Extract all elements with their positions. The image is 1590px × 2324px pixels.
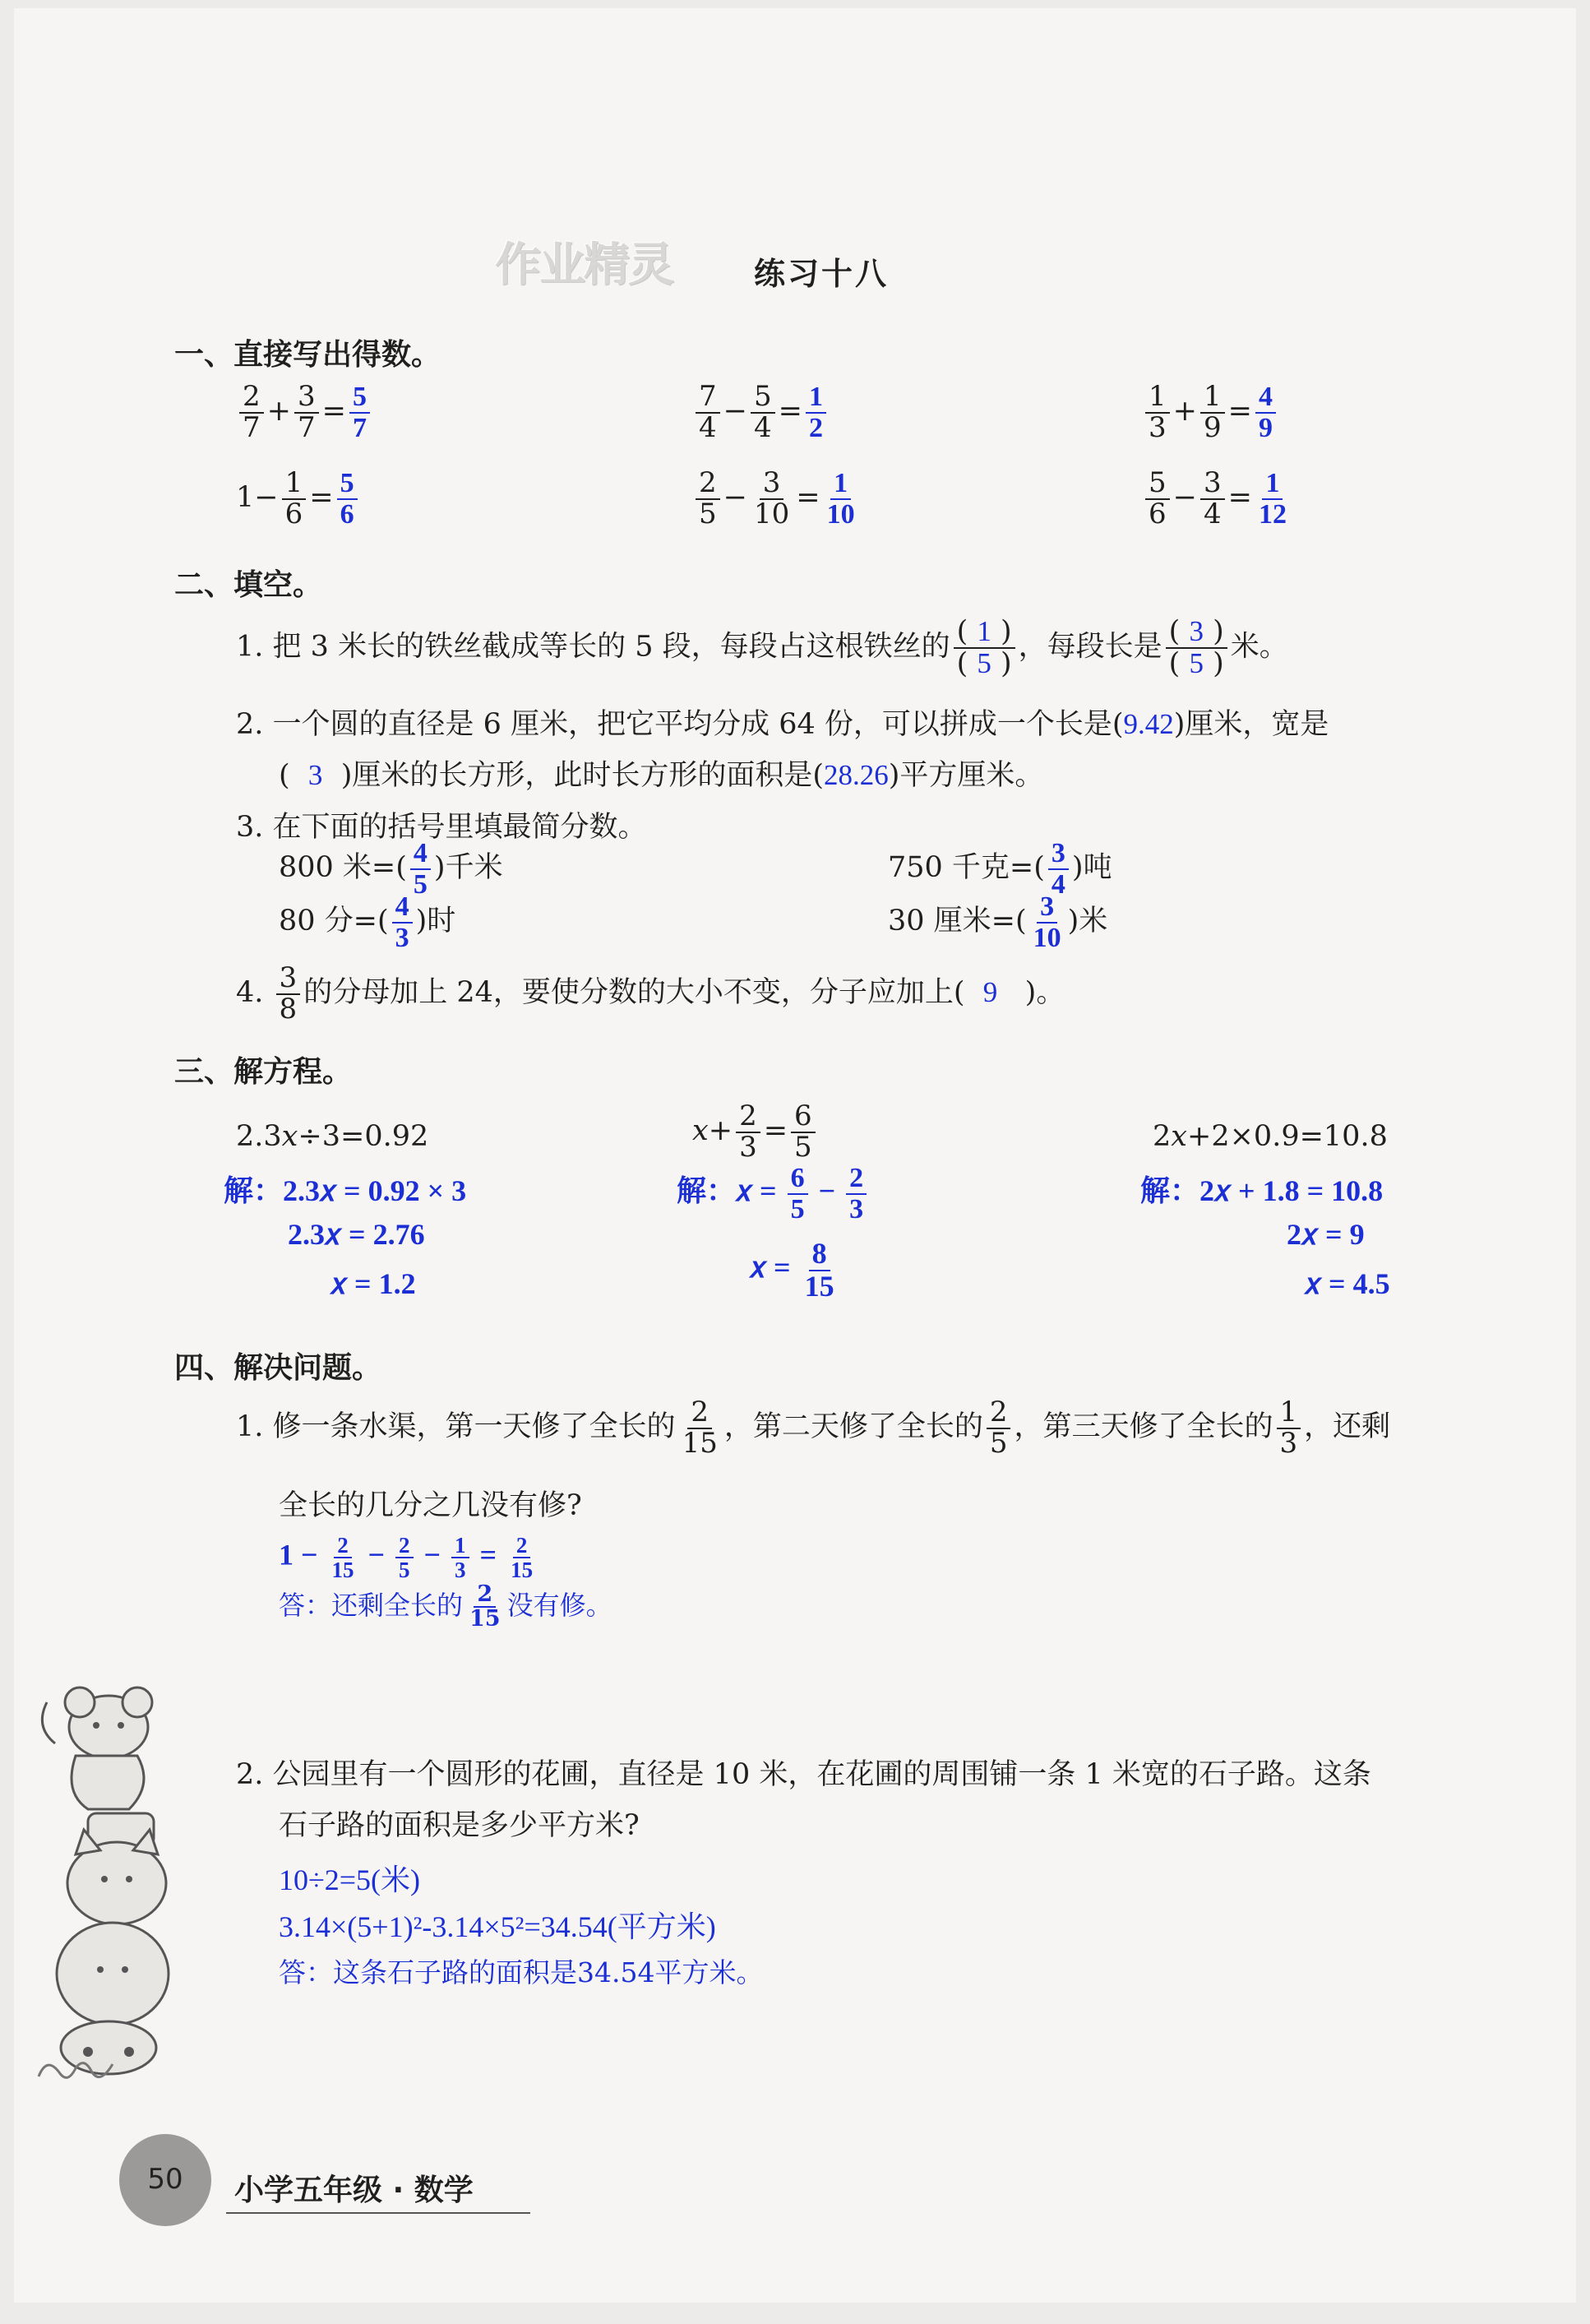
fill-q3-c: 80 分=( $\frac{4}{3}$ )时 (279, 891, 456, 953)
problem2-work1: 10÷2=5(米) (279, 1863, 421, 1896)
problem1-line2: 全长的几分之几没有修? (279, 1489, 582, 1522)
section2-title: 二、填空。 (174, 568, 323, 602)
section1-title: 一、直接写出得数。 (174, 338, 441, 372)
fill-q1: 1. 把 3 米长的铁丝截成等长的 5 段，每段占这根铁丝的 $\frac{( 1 )}{( 5 )}$ ，每段长是 $\frac{( 3 )}{( 5 )}$ 米。 (236, 615, 1288, 680)
fill-q3-a: 800 米=( $\frac{4}{5}$ )千米 (279, 838, 503, 900)
equation3-step2: 2𝑥 = 9 (1287, 1218, 1365, 1251)
fill-q4: 4. $\frac{3}{8}$ 的分母加上 24，要使分数的大小不变，分子应加上( 9 )。 (236, 961, 1065, 1025)
page-title: 练习十八 (754, 256, 890, 292)
problem1-work: 1 − $\frac{2}{15}$ − $\frac{2}{5}$ − $\frac{1}{3}$ = $\frac{2}{15}$ (279, 1533, 534, 1583)
equation1-question: 2.3𝑥÷3=0.92 (236, 1120, 429, 1153)
fill-q2-line2: ( 3 )厘米的长方形，此时长方形的面积是(28.26)平方厘米。 (279, 759, 1044, 792)
fill-q2-line1: 2. 一个圆的直径是 6 厘米，把它平均分成 64 份，可以拼成一个长是(9.42)厘米，宽是 (236, 708, 1329, 741)
equation1-step3: 𝑥 = 1.2 (330, 1267, 416, 1300)
calc-problem-3: $\frac{1}{3}$ + $\frac{1}{9}$ = $\frac{4}{9}$ (1142, 382, 1279, 442)
calc-problem-1: $\frac{2}{7}$ + $\frac{3}{7}$ = $\frac{5}{7}$ (236, 382, 373, 442)
problem2-answer: 答：这条石子路的面积是34.54平方米。 (279, 1956, 764, 1988)
calc-problem-2: $\frac{7}{4}$ − $\frac{5}{4}$ = $\frac{1}{2}$ (692, 382, 830, 442)
calc-problem-4: 1− $\frac{1}{6}$ = $\frac{5}{6}$ (236, 469, 361, 529)
calc-problem-5: $\frac{2}{5}$ − $\frac{3}{10}$ = $\frac{1}{10}$ (692, 469, 862, 529)
equation3-step1: 解：2𝑥 + 1.8 = 10.8 (1140, 1174, 1384, 1207)
problem2-line2: 石子路的面积是多少平方米? (279, 1809, 640, 1842)
problem2-line1: 2. 公园里有一个圆形的花圃，直径是 10 米，在花圃的周围铺一条 1 米宽的石子路。这条 (236, 1758, 1371, 1791)
equation3-step3: 𝑥 = 4.5 (1305, 1267, 1390, 1300)
equation2-question: 𝑥+ $\frac{2}{3}$ = $\frac{6}{5}$ (692, 1102, 819, 1162)
problem2-work2: 3.14×(5+1)²-3.14×5²=34.54(平方米) (279, 1910, 716, 1943)
footer-rule (226, 2212, 530, 2214)
equation2-step2: 𝑥 = $\frac{8}{15}$ (750, 1237, 834, 1303)
equation3-question: 2𝑥+2×0.9=10.8 (1153, 1120, 1388, 1153)
problem1-answer: 答：还剩全长的 $\frac{2}{15}$ 没有修。 (279, 1581, 612, 1632)
worksheet-page (14, 8, 1576, 2303)
problem1-line1: 1. 修一条水渠，第一天修了全长的 $\frac{2}{15}$ ，第二天修了全长的 $\frac{2}{5}$ ，第三天修了全长的 $\frac{1}{3}$ ，还剩 (236, 1396, 1391, 1460)
book-title: 小学五年级 · 数学 (234, 2174, 474, 2207)
page-number: 50 (147, 2163, 183, 2196)
fill-q3-d: 30 厘米=( $\frac{3}{10}$ )米 (888, 891, 1108, 953)
watermark: 作业精灵 (495, 238, 673, 292)
cartoon-animals-illustration (30, 1678, 178, 2081)
fill-q3-b: 750 千克=( $\frac{3}{4}$ )吨 (888, 838, 1112, 900)
fill-q3-title: 3. 在下面的括号里填最简分数。 (236, 811, 647, 844)
decorative-doodle-icon (30, 2048, 129, 2089)
section4-title: 四、解决问题。 (174, 1351, 382, 1385)
calc-problem-6: $\frac{5}{6}$ − $\frac{3}{4}$ = $\frac{1}{12}$ (1142, 469, 1293, 529)
section3-title: 三、解方程。 (174, 1055, 353, 1089)
equation1-step2: 2.3𝑥 = 2.76 (288, 1218, 425, 1251)
equation1-step1: 解：2.3𝑥 = 0.92 × 3 (224, 1174, 467, 1207)
equation2-step1: 解：𝑥 = $\frac{6}{5}$ − $\frac{2}{3}$ (677, 1164, 870, 1224)
